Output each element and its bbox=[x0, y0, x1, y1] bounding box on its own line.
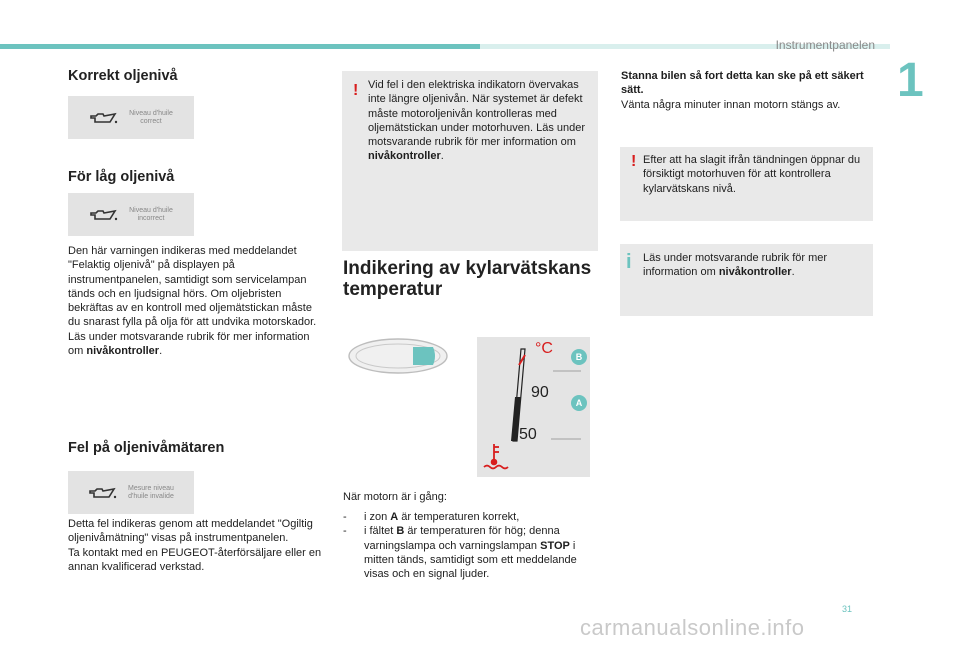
warning-exclamation-icon: ! bbox=[353, 82, 359, 99]
display-message: Mesure niveau d'huile invalide bbox=[128, 484, 174, 500]
oil-gauge-fault-description: Detta fel indikeras genom att meddelandet "Ogiltig oljenivåmätning" visas på instrumentpanelen. Ta kontakt med en PEUGEOT-återförsäljare eller en annan kvalificerad verkstad. bbox=[68, 518, 322, 573]
zone-a-badge: A bbox=[571, 395, 587, 411]
gauge-label-50: 50 bbox=[519, 426, 537, 443]
dashboard-display-oil-invalid bbox=[68, 471, 194, 514]
section-title-coolant-temperature: Indikering av kylarvätskans temperatur bbox=[343, 258, 592, 300]
section-title-oil-gauge-fault: Fel på oljenivåmätaren bbox=[68, 440, 225, 456]
warning-panel-electric-indicator bbox=[342, 71, 598, 251]
header-accent-bar bbox=[0, 44, 480, 49]
page-number: 31 bbox=[841, 604, 852, 614]
warning-text: Vid fel i den elektriska indikatorn övervakas inte längre oljenivån. När systemet är defekt måste motoroljenivån kontrolleras med oljemätstickan under motorhuven. Läs under motsvarande rubrik för mer information om nivåkontroller. bbox=[368, 79, 586, 163]
dashboard-display-oil-correct bbox=[68, 96, 194, 139]
warning-text: Efter att ha slagit ifrån tändningen öppnar du försiktigt motorhuven för att kontrollera kylarvätskans nivå. bbox=[643, 154, 861, 195]
coolant-running-intro: När motorn är i gång: bbox=[343, 491, 447, 503]
info-text: Läs under motsvarande rubrik för mer information om nivåkontroller. bbox=[643, 252, 828, 279]
list-item: - i fältet B är temperaturen för hög; denna varningslampa och varningslampan STOP i mitten tänds, samtidigt som ett meddelande visas och en signal ljuder. bbox=[343, 525, 577, 581]
warning-panel-bonnet bbox=[620, 147, 873, 221]
gauge-unit-label: °C bbox=[535, 340, 553, 357]
gauge-label-90: 90 bbox=[531, 384, 549, 401]
oil-can-icon bbox=[89, 110, 119, 126]
instrument-cluster-thumbnail bbox=[347, 336, 449, 376]
warning-exclamation-icon: ! bbox=[631, 153, 637, 170]
info-icon: i bbox=[626, 251, 632, 273]
info-panel-level-checks bbox=[620, 244, 873, 316]
display-message: Niveau d'huile correct bbox=[129, 109, 173, 125]
coolant-temperature-icon bbox=[484, 444, 508, 469]
watermark: carmanualsonline.info bbox=[580, 615, 805, 640]
display-message: Niveau d'huile incorrect bbox=[129, 206, 173, 222]
section-title-oil-correct: Korrekt oljenivå bbox=[68, 68, 178, 84]
oil-can-icon bbox=[88, 485, 118, 501]
dashboard-display-oil-low bbox=[68, 193, 194, 236]
chapter-number: 1 bbox=[897, 54, 924, 107]
oil-can-icon bbox=[89, 207, 119, 223]
list-item: - i zon A är temperaturen korrekt, bbox=[343, 511, 520, 523]
stop-car-instructions: Stanna bilen så fort detta kan ske på ett säkert sätt. Vänta några minuter innan motorn stängs av. bbox=[621, 70, 864, 111]
coolant-temperature-gauge bbox=[477, 337, 590, 477]
oil-low-description: Den här varningen indikeras med meddelandet "Felaktig oljenivå" på displayen på instrumentpanelen, samtidigt som servicelampan tänds och en ljudsignal hörs. Om oljebristen bekräftas av en kontroll med oljemätstickan måste du snarast fylla på olja för att undvika motorskador. Läs under motsvarande rubrik för mer information om nivåkontroller. bbox=[68, 245, 317, 358]
section-title-oil-low: För låg oljenivå bbox=[68, 169, 175, 185]
coolant-zone-list bbox=[343, 510, 601, 581]
page-header-title: Instrumentpanelen bbox=[775, 38, 875, 52]
zone-b-badge: B bbox=[571, 349, 587, 365]
